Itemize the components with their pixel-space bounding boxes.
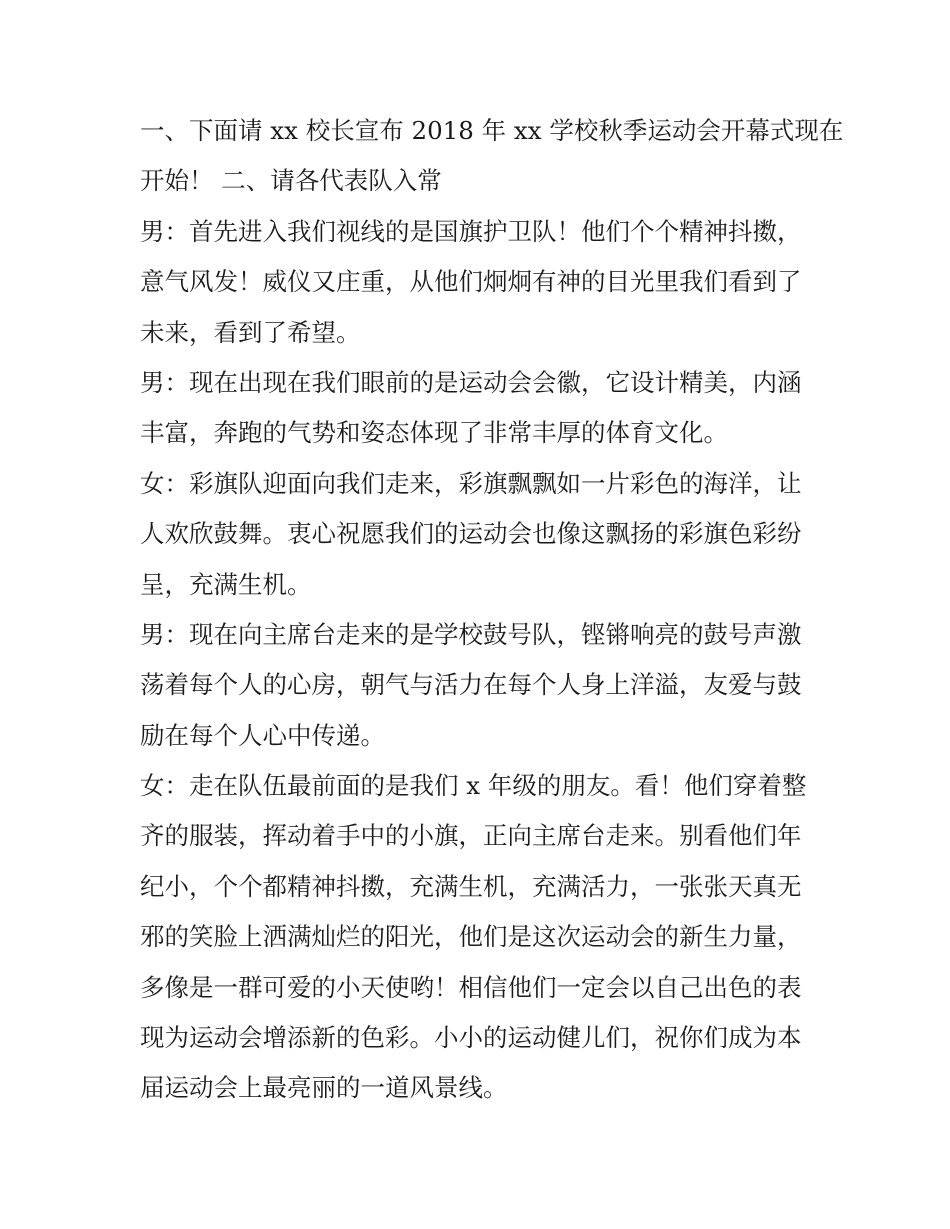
text-line: 意气风发！威仪又庄重，从他们炯炯有神的目光里我们看到了 [140,267,802,297]
text-line: 纪小，个个都精神抖擞，充满生机，充满活力，一张张天真无 [140,871,802,901]
text-line: 届运动会上最亮丽的一道风景线。 [140,1073,508,1103]
text-line: 男：首先进入我们视线的是国旗护卫队！他们个个精神抖擞， [140,216,802,246]
text-line: 邪的笑脸上洒满灿烂的阳光，他们是这次运动会的新生力量， [140,922,802,952]
paragraph-flag-guard [140,207,812,358]
text-line: 女：彩旗队迎面向我们走来，彩旗飘飘如一片彩色的海洋，让 [140,468,802,498]
paragraph-emblem [140,358,812,459]
text-line: 励在每个人心中传递。 [140,720,385,750]
text-line: 齐的服装，挥动着手中的小旗，正向主席台走来。别看他们年 [140,821,802,851]
text-line: 女：走在队伍最前面的是我们 x 年级的朋友。看！他们穿着整 [140,771,807,801]
text-line: 一、下面请 xx 校长宣布 2018 年 xx 学校秋季运动会开幕式现在 [140,116,844,145]
document-page [140,106,844,1114]
text-line: 男：现在出现在我们眼前的是运动会会徽，它设计精美，内涵 [140,367,802,397]
paragraph-color-flag-team [140,459,812,610]
text-line: 多像是一群可爱的小天使哟！相信他们一定会以自己出色的表 [140,972,802,1002]
text-line: 人欢欣鼓舞。衷心祝愿我们的运动会也像这飘扬的彩旗色彩纷 [140,519,802,549]
paragraph-drum-band [140,610,812,761]
paragraph-opening-announcement [140,106,844,207]
text-line: 丰富，奔跑的气势和姿态体现了非常丰厚的体育文化。 [140,418,728,448]
text-line: 开始！ 二、请各代表队入常 [140,166,442,196]
text-line: 荡着每个人的心房，朝气与活力在每个人身上洋溢，友爱与鼓 [140,670,802,700]
text-line: 未来，看到了希望。 [140,317,361,347]
paragraph-grade-team [140,761,812,1114]
text-line: 现为运动会增添新的色彩。小小的运动健儿们，祝你们成为本 [140,1023,802,1053]
text-line: 男：现在向主席台走来的是学校鼓号队，铿锵响亮的鼓号声激 [140,619,802,649]
text-line: 呈，充满生机。 [140,569,312,599]
